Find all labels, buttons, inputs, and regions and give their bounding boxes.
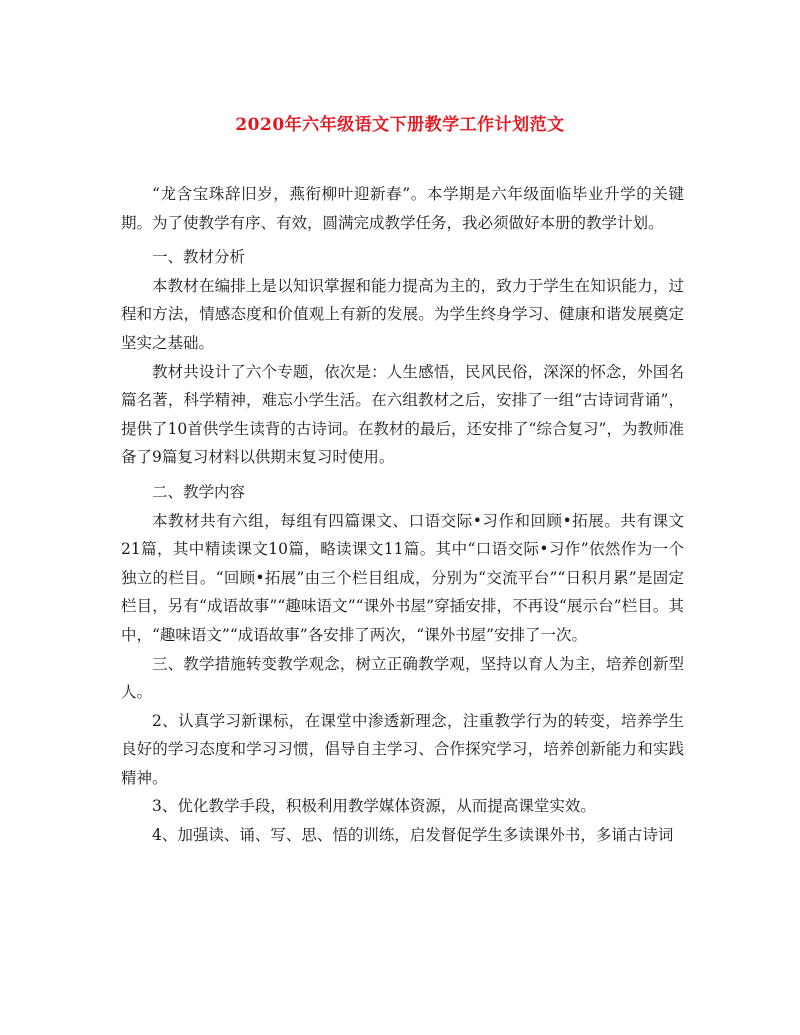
section-heading-materials: 一、教材分析 (152, 248, 246, 267)
intro-paragraph: “龙含宝珠辞旧岁，燕衔柳叶迎新春”。本学期是六年级面临毕业升学的关键期。为了使教学有序、有效，圆满完成教学任务，我必须做好本册的教学计划。 (121, 185, 684, 232)
section-heading-content: 二、教学内容 (152, 482, 246, 501)
measures-paragraph-4: 4、加强读、诵、写、思、悟的训练，启发督促学生多读课外书，多诵古诗词 (152, 826, 674, 845)
content-paragraph-1: 本教材共有六组，每组有四篇课文、口语交际•习作和回顾•拓展。共有课文21篇，其中精读课文10篇，略读课文11篇。其中“口语交际•习作”依然作为一个独立的栏目。“回顾•拓展”由三个栏目组成，分别为“交流平台”“日积月累”是固定栏目，另有“成语故事”“趣味语文”“课外书屋”穿插安排，不再设“展示台”栏目。其中，“趣味语文”“成语故事”各安排了两次，“课外书屋”安排了一次。 (121, 511, 684, 644)
measures-paragraph-3: 3、优化教学手段，积极利用教学媒体资源，从而提高课堂实效。 (152, 797, 596, 816)
measures-paragraph-1: 三、教学措施转变教学观念，树立正确教学观，坚持以育人为主，培养创新型人。 (121, 654, 684, 702)
measures-paragraph-2: 2、认真学习新课标，在课堂中渗透新理念，注重教学行为的转变，培养学生良好的学习态度和学习习惯，倡导自主学习、合作探究学习，培养创新能力和实践精神。 (121, 711, 684, 787)
materials-paragraph-2: 教材共设计了六个专题，依次是：人生感悟，民风民俗，深深的怀念，外国名篇名著，科学精神，难忘小学生活。在六组教材之后，安排了一组“古诗词背诵”，提供了10首供学生读背的古诗词。在教材的最后，还安排了“综合复习”，为教师准备了9篇复习材料以供期末复习时使用。 (121, 362, 684, 467)
materials-paragraph-1: 本教材在编排上是以知识掌握和能力提高为主的，致力于学生在知识能力，过程和方法，情感态度和价值观上有新的发展。为学生终身学习、健康和谐发展奠定坚实之基础。 (121, 276, 684, 352)
document-body (121, 180, 684, 850)
document-title: 2020年六年级语文下册教学工作计划范文 (235, 115, 565, 135)
